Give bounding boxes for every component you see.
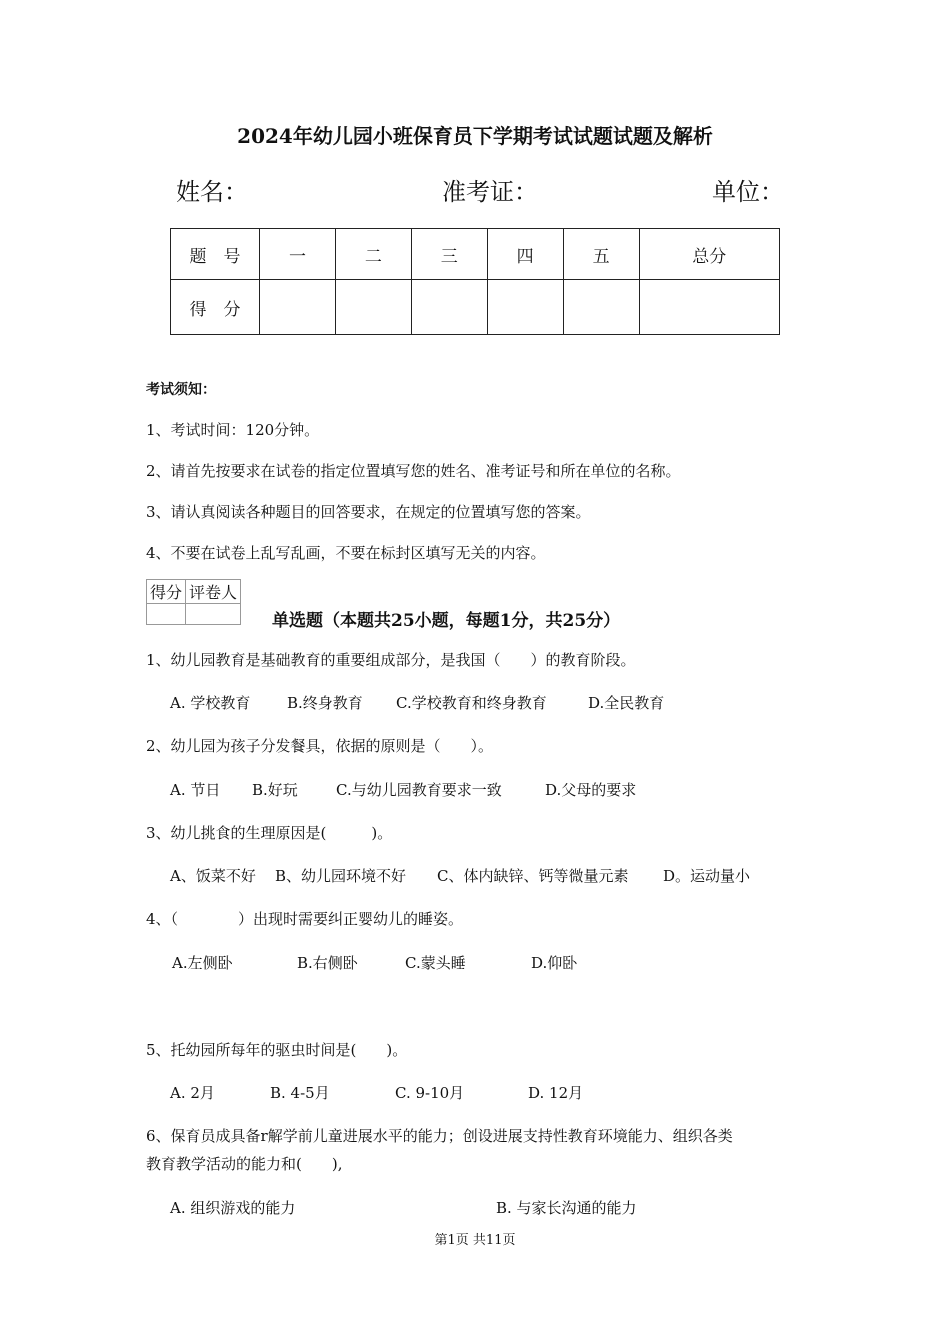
name-field-label: 姓名： (176, 178, 248, 206)
score-table-header-row (171, 229, 780, 280)
question-stem: 2、幼儿园为孩子分发餐具，依据的原则是（ ）。 (146, 737, 494, 755)
question-option: D.全民教育 (588, 694, 665, 712)
question-option: D.仰卧 (531, 954, 578, 972)
unit-field-label: 单位： (712, 178, 784, 206)
question-option: B.好玩 (252, 781, 298, 799)
question-option: C、体内缺锌、钙等微量元素 (437, 867, 629, 885)
question-option: A. 2月 (170, 1084, 215, 1102)
notice-item: 4、不要在试卷上乱写乱画，不要在标封区填写无关的内容。 (146, 544, 546, 562)
question-stem: 1、幼儿园教育是基础教育的重要组成部分，是我国（ ）的教育阶段。 (146, 651, 636, 669)
question-stem: 3、幼儿挑食的生理原因是( )。 (146, 824, 393, 842)
question-option: A、饭菜不好 (170, 867, 256, 885)
score-table-header-cell: 三 (411, 229, 487, 280)
score-table-header-cell: 二 (335, 229, 411, 280)
score-table-header-cell: 四 (487, 229, 563, 280)
question-option: D. 12月 (528, 1084, 584, 1102)
score-cell[interactable] (487, 280, 563, 335)
grader-box (146, 579, 241, 625)
score-cell[interactable] (411, 280, 487, 335)
question-option: C.蒙头睡 (405, 954, 466, 972)
notice-item: 2、请首先按要求在试卷的指定位置填写您的姓名、准考证号和所在单位的名称。 (146, 462, 681, 480)
question-option: C.与幼儿园教育要求一致 (336, 781, 502, 799)
question-option: A. 学校教育 (170, 694, 251, 712)
question-stem: 4、（ ）出现时需要纠正婴幼儿的睡姿。 (146, 910, 464, 928)
score-table-header-cell: 五 (563, 229, 639, 280)
page-footer: 第1页 共11页 (434, 1233, 516, 1248)
question-option: A.左侧卧 (172, 954, 233, 972)
grader-box-grader-label: 评卷人 (186, 580, 241, 604)
score-table-header-cell: 一 (260, 229, 336, 280)
grader-box-grader-cell[interactable] (186, 604, 241, 625)
question-stem-continued: 教育教学活动的能力和( ), (146, 1155, 343, 1173)
grader-box-score-cell[interactable] (147, 604, 186, 625)
score-table-score-row (171, 280, 780, 335)
score-table-header-cell: 题 号 (171, 229, 260, 280)
exam-id-field-label: 准考证： (442, 178, 538, 206)
score-cell[interactable] (639, 280, 779, 335)
question-option: B.终身教育 (287, 694, 363, 712)
question-option: D.父母的要求 (545, 781, 637, 799)
notice-item: 3、请认真阅读各种题目的回答要求，在规定的位置填写您的答案。 (146, 503, 591, 521)
notice-heading: 考试须知： (146, 382, 216, 398)
question-option: B. 4-5月 (270, 1084, 330, 1102)
question-option: B、幼儿园环境不好 (275, 867, 407, 885)
score-table-header-cell: 总分 (639, 229, 779, 280)
question-option: A. 组织游戏的能力 (170, 1199, 296, 1217)
question-option: B. 与家长沟通的能力 (496, 1199, 637, 1217)
question-option: C.学校教育和终身教育 (396, 694, 547, 712)
section-heading: 单选题（本题共25小题，每题1分，共25分） (272, 611, 621, 631)
question-option: C. 9-10月 (395, 1084, 465, 1102)
score-cell[interactable] (563, 280, 639, 335)
question-option: B.右侧卧 (297, 954, 358, 972)
question-stem: 6、保育员成具备r解学前儿童进展水平的能力；创设进展支持性教育环境能力、组织各类 (146, 1127, 733, 1145)
page-title: 2024年幼儿园小班保育员下学期考试试题试题及解析 (237, 124, 713, 148)
grader-box-score-label: 得分 (147, 580, 186, 604)
question-option: A. 节日 (170, 781, 221, 799)
score-cell[interactable] (260, 280, 336, 335)
score-table (170, 228, 780, 335)
score-row-label: 得 分 (171, 280, 260, 335)
score-cell[interactable] (335, 280, 411, 335)
question-option: D。运动量小 (663, 867, 751, 885)
question-stem: 5、托幼园所每年的驱虫时间是( )。 (146, 1041, 408, 1059)
notice-item: 1、考试时间：120分钟。 (146, 421, 320, 439)
